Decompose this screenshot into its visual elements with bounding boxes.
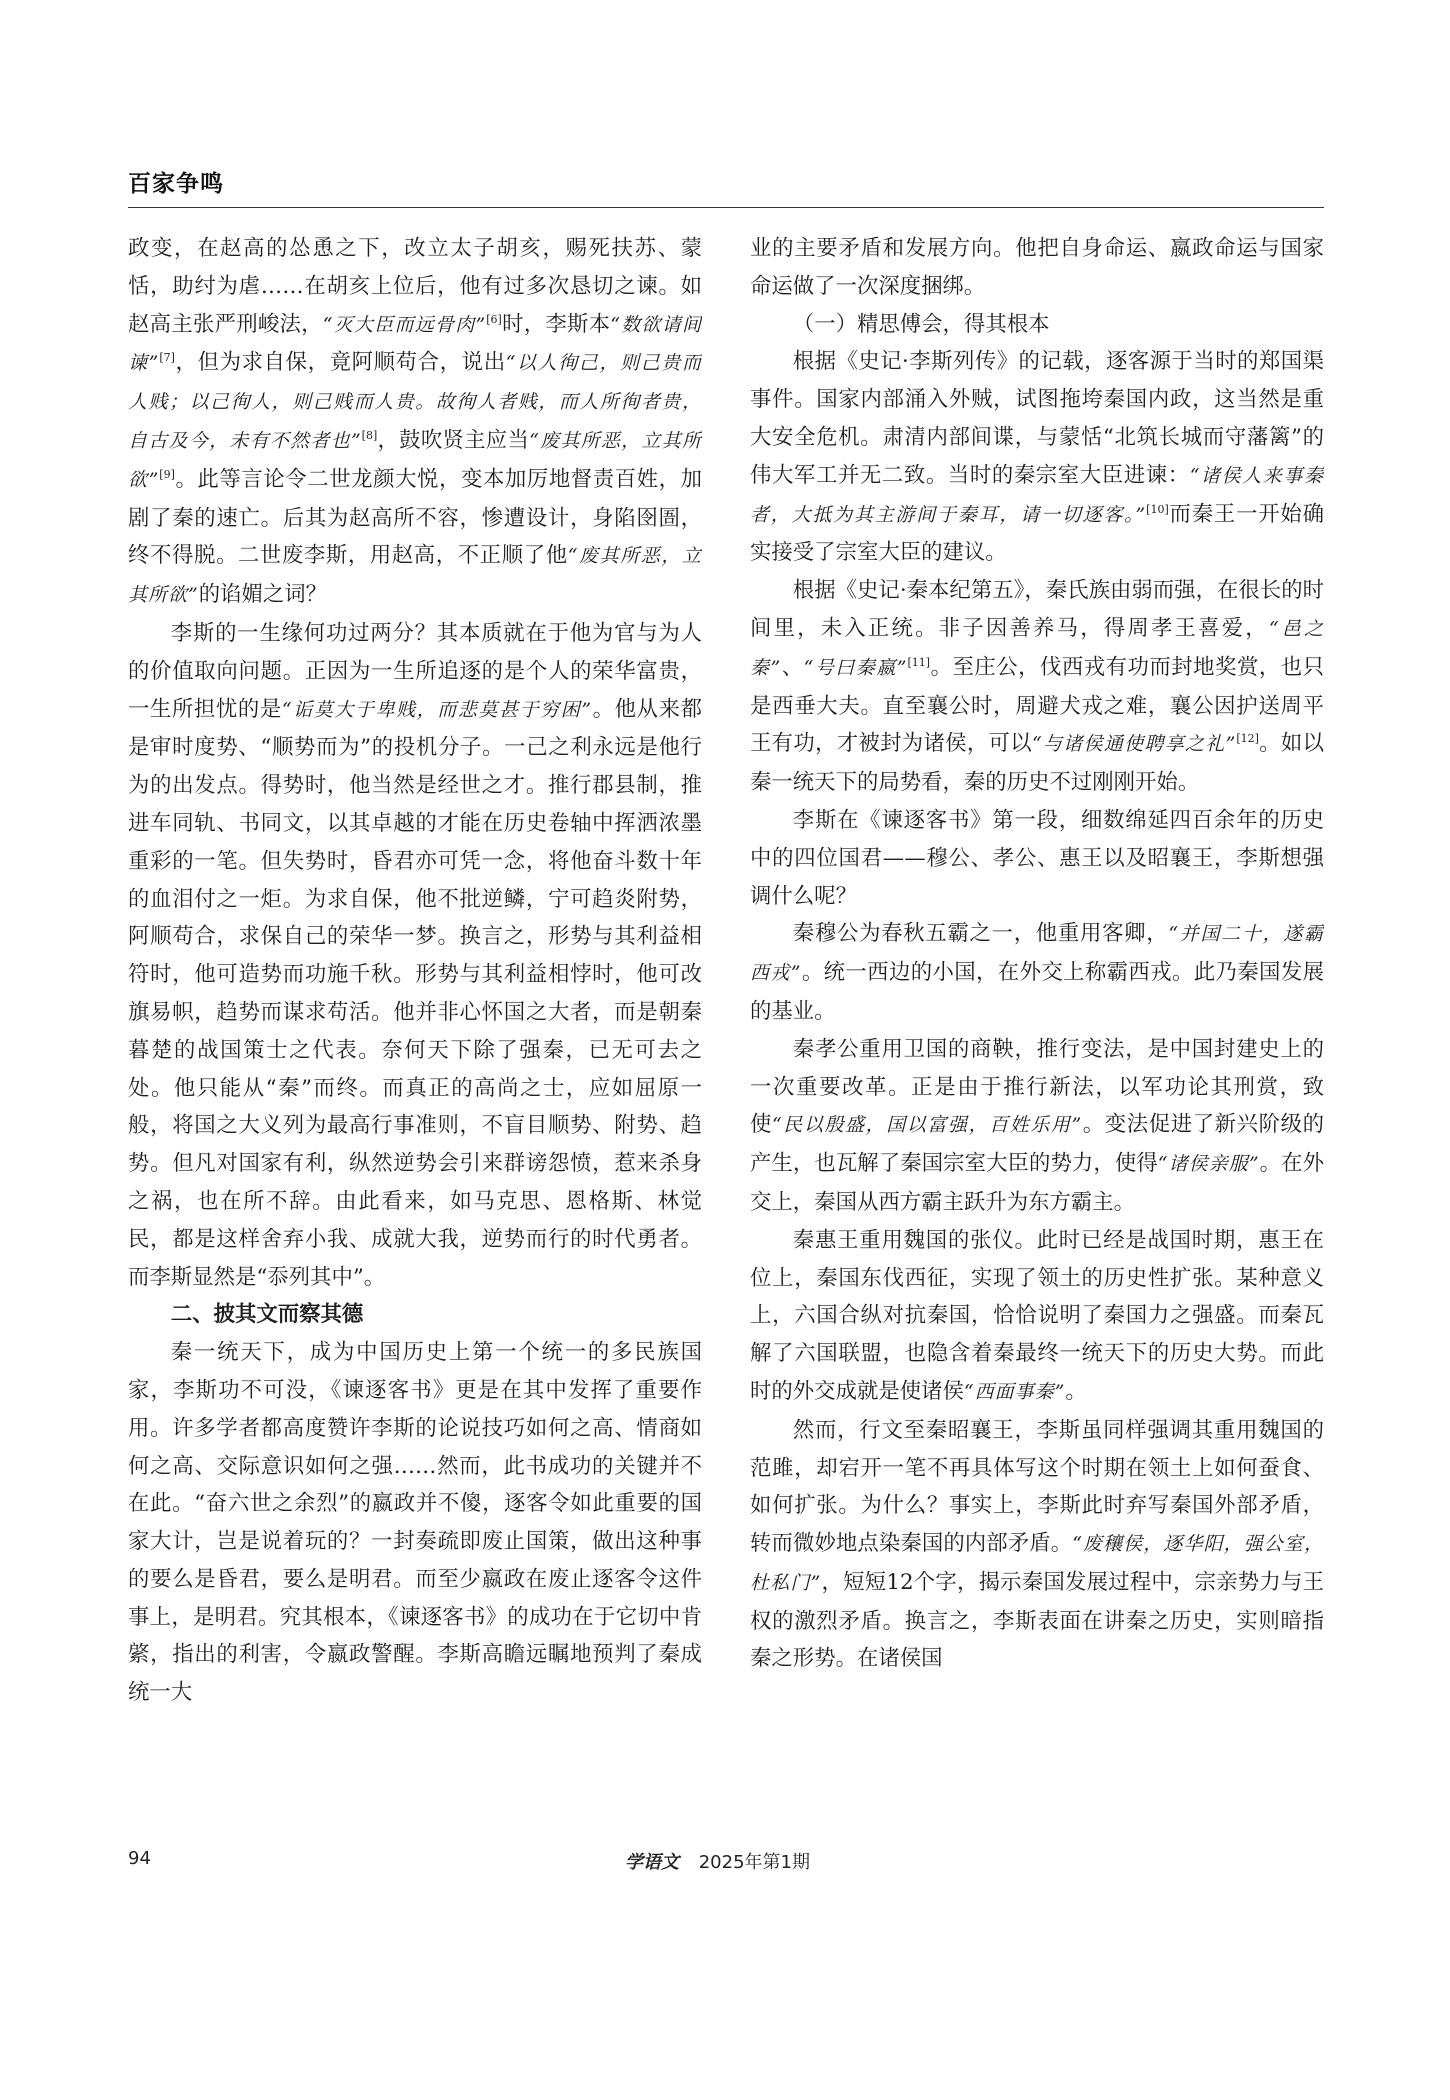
text-run: 。至庄公，伐西戎有功而封地奖赏，也只是西垂大夫。直至襄公时，周避犬戎之难，襄公因护送周平王有功，才被封为诸侯，可以 (750, 654, 1324, 757)
text-run: 。 (1065, 1378, 1087, 1404)
text-run: 的谄媚之词？ (198, 582, 328, 608)
paragraph (128, 230, 702, 615)
text-run: 业的主要矛盾和发展方向。他把自身命运、嬴政命运与国家命运做了一次深度捆绑。 (750, 236, 1324, 299)
quotation: “废其所恶，立其所欲” (128, 545, 702, 607)
text-run: 根据《史记·李斯列传》的记载，逐客源于当时的郑国渠事件。国家内部涌入外贼，试图拖垮秦国内政，这当然是重大安全危机。肃清内部间谍，与蒙恬“北筑长城而守藩篱”的伟大军工并无二致。当时的秦宗室大臣进谏： (750, 349, 1324, 488)
paragraph (750, 1031, 1324, 1222)
journal-name: 学语文 (625, 1852, 679, 1873)
text-run: 秦孝公重用卫国的商鞅，推行变法，是中国封建史上的一次重要改革。正是由于推行新法，以军功论其刑赏，致使 (750, 1036, 1324, 1138)
text-run: 。在外交上，秦国从西方霸主跃升为东方霸主。 (750, 1151, 1324, 1215)
quotation: “西面事秦” (963, 1380, 1066, 1403)
section-title: 百家争鸣 (128, 171, 224, 197)
paragraph (750, 343, 1324, 572)
text-run: 秦惠王重用魏国的张仪。此时已经是战国时期，惠王在位上，秦国东伐西征，实现了领土的历史性扩张。某种意义上，六国合纵对抗秦国，恰恰说明了秦国力之强盛。而秦瓦解了六国联盟，也隐含着秦最终一统天下的历史大势。而此时的外交成就是使诸侯 (750, 1227, 1324, 1404)
text-run: ，短短12个字，揭示秦国发展过程中，宗亲势力与王权的激烈矛盾。换言之，李斯表面在讲秦之历史，实则暗指秦之形势。在诸侯国 (750, 1569, 1324, 1672)
paragraph (750, 1222, 1324, 1412)
text-run: 秦一统天下，成为中国历史上第一个统一的多民族国家，李斯功不可没，《谏逐客书》更是在其中发挥了重要作用。许多学者都高度赞许李斯的论说技巧如何之高、情商如何之高、交际意识如何之强……然而，此书成功的关键并不在此。“奋六世之余烈”的嬴政并不傻，逐客令如此重要的国家大计，岂是说着玩的？一封奏疏即废止国策，做出这种事的要么是昏君，要么是明君。而至少嬴政在废止逐客令这件事上，是明君。究其根本，《谏逐客书》的成功在于它切中肯綮，指出的利害，令嬴政警醒。李斯高瞻远瞩地预判了秦成统一大 (128, 1340, 702, 1706)
quotation: “与诸侯通使聘享之礼” (1031, 733, 1237, 756)
citation-ref: [12] (1236, 732, 1259, 746)
paragraph (128, 615, 702, 1296)
text-run: 。此等言论令二世龙颜大悦，变本加厉地督责百姓，加剧了秦的速亡。后其为赵高所不容，惨遭设计，身陷囹圄，终不得脱。二世废李斯，用赵高，不正顺了他 (128, 466, 702, 569)
subsection-heading: （一）精思傅会，得其根本 (792, 311, 1050, 337)
citation-ref: [9] (159, 467, 175, 481)
text-run: 然而，行文至秦昭襄王，李斯虽同样强调其重用魏国的范雎，却宕开一笔不再具体写这个时期在领土上如何蚕食、如何扩张。为什么？事实上，李斯此时弃写秦国外部矛盾，转而微妙地点染秦国的内部矛盾。 (750, 1417, 1324, 1557)
quotation: “灭大臣而远骨肉” (322, 313, 487, 336)
quotation: “并国二十，遂霸西戎” (750, 923, 1324, 985)
issue-label: 2025年第1期 (698, 1852, 810, 1873)
quotation: “号曰秦嬴” (803, 656, 908, 679)
paragraph (128, 1334, 702, 1712)
quotation: “诸侯人来事秦者，大抵为其主游间于秦耳，请一切逐客。” (750, 464, 1324, 526)
text-run: 、 (781, 654, 804, 680)
section-heading: 二、披其文而察其德 (170, 1302, 364, 1328)
text-run: ，鼓吹贤主应当 (377, 427, 530, 453)
paragraph (750, 802, 1324, 915)
citation-ref: [8] (361, 428, 378, 442)
text-run: 。如以秦一统天下的局势看，秦的历史不过刚刚开始。 (750, 731, 1324, 796)
text-run: ，但为求自保，竟阿顺苟合，说出 (174, 350, 506, 376)
text-run: 李斯在《谏逐客书》第一段，细数绵延四百余年的历史中的四位国君——穆公、孝公、惠王以及昭襄王，李斯想强调什么呢？ (750, 807, 1324, 909)
quotation: “民以殷盛，国以富强，百姓乐用” (771, 1114, 1083, 1137)
header-divider (128, 207, 1324, 208)
text-run: 秦穆公为春秋五霸之一，他重用客卿， (792, 921, 1169, 947)
quotation: “废其所恶，立其所欲” (128, 429, 702, 491)
citation-ref: [11] (907, 655, 931, 669)
citation-ref: [10] (1146, 502, 1169, 516)
paragraph (750, 915, 1324, 1030)
journal-issue (625, 1848, 810, 1874)
citation-ref: [6] (486, 312, 502, 326)
quotation: “废穰侯，逐华阳，强公室，杜私门” (750, 1533, 1324, 1594)
text-run: 而秦王一开始确实接受了宗室大臣的建议。 (750, 501, 1324, 566)
text-run: 。变法促进了新兴阶级的产生，也瓦解了秦国宗室大臣的势力，使得 (750, 1112, 1324, 1177)
page-number: 94 (128, 1848, 151, 1869)
text-run: 政变，在赵高的怂恿之下，改立太子胡亥，赐死扶苏、蒙恬，助纣为虐……在胡亥上位后，他有过多次恳切之谏。如赵高主张严刑峻法， (128, 236, 702, 337)
paragraph (750, 572, 1324, 802)
quotation: “诸侯亲服” (1157, 1153, 1260, 1176)
text-run: 。统一西边的小国，在外交上称霸西戎。此乃秦国发展的基业。 (750, 960, 1324, 1024)
text-run: 根据《史记·秦本纪第五》，秦氏族由弱而强，在很长的时间里，未入正统。非子因善养马，得周孝王喜爱， (750, 578, 1324, 641)
paragraph (750, 230, 1324, 306)
paragraph (750, 1412, 1324, 1679)
text-run: 时，李斯本 (501, 311, 611, 337)
citation-ref: [7] (159, 351, 175, 365)
text-run: 李斯的一生缘何功过两分？其本质就在于他为官与为人的价值取向问题。正因为一生所追逐的是个人的荣华富贵，一生所担忧的是 (128, 620, 702, 722)
text-run: 。他从来都是审时度势、“顺势而为”的投机分子。一己之利永远是他行为的出发点。得势时，他当然是经世之才。推行郡县制，推进车同轨、书同文，以其卓越的才能在历史卷轴中挥洒浓墨重彩的一笔。但失势时，昏君亦可凭一念，将他奋斗数十年的血泪付之一炬。为求自保，他不批逆鳞，宁可趋炎附势，阿顺苟合，求保自己的荣华一梦。换言之，形势与其利益相符时，他可造势而功施千秋。形势与其利益相悖时，他可改旗易帜，趋势而谋求苟活。他并非心怀国之大者，而是朝秦暮楚的战国策士之代表。奈何天下除了强秦，已无可去之处。他只能从“秦”而终。而真正的高尚之士，应如屈原一般，将国之大义列为最高行事准则，不盲目顺势、附势、趋势。但凡对国家有利，纵然逆势会引来群谤怨愤，惹来杀身之祸，也在所不辞。由此看来，如马克思、恩格斯、林觉民，都是这样舍弃小我、成就大我，逆势而行的时代勇者。而李斯显然是“忝列其中”。 (128, 696, 702, 1290)
quotation: “诟莫大于卑贱，而悲莫甚于穷困” (281, 698, 593, 721)
right-column (750, 230, 1324, 1825)
quotation: “数欲请间谏” (128, 313, 702, 375)
quotation: “以人徇己，则己贵而人贱；以己徇人，则己贱而人贵。故徇人者贱，而人所徇者贵，自古及今，未有不然者也” (128, 352, 702, 452)
quotation: “邑之秦” (750, 617, 1324, 679)
left-column (128, 230, 702, 1825)
